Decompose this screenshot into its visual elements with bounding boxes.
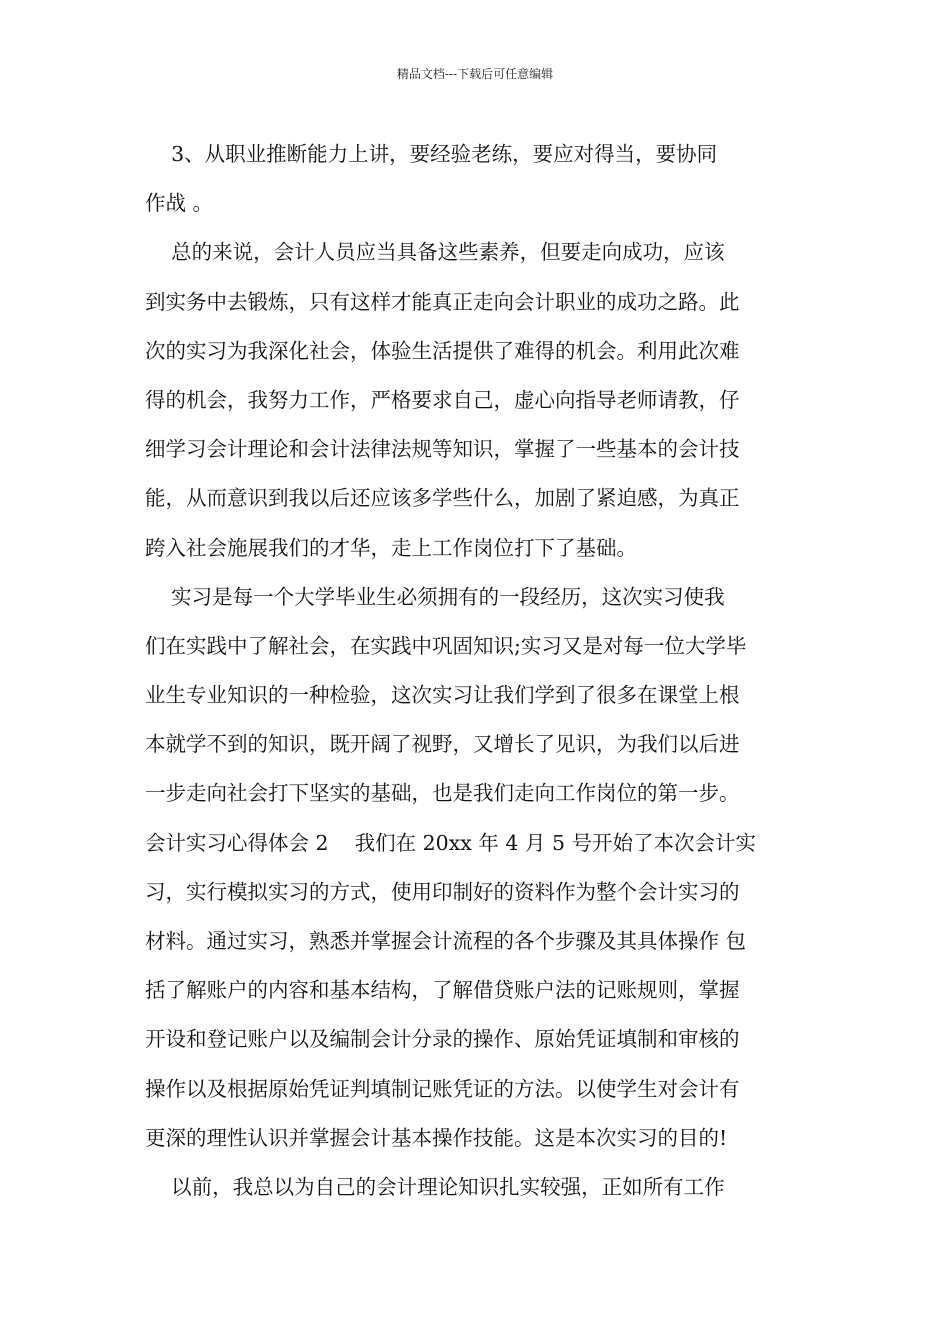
text-line: 次的实习为我深化社会，体验生活提供了难得的机会。利用此次难: [145, 338, 740, 363]
text-line: 到实务中去锻炼，只有这样才能真正走向会计职业的成功之路。此: [145, 289, 740, 314]
text-line: 本就学不到的知识，既开阔了视野，又增长了见识，为我们以后进: [145, 732, 740, 757]
text-line: 总的来说，会计人员应当具备这些素养，但要走向成功，应该: [145, 240, 725, 265]
text-line: 们在实践中了解社会，在实践中巩固知识;实习又是对每一位大学毕: [145, 633, 747, 658]
text-line: 习，实行模拟实习的方式，使用印制好的资料作为整个会计实习的: [145, 879, 740, 904]
text-line: 以前，我总以为自己的会计理论知识扎实较强，正如所有工作: [145, 1174, 725, 1199]
text-line: 得的机会，我努力工作，严格要求自己，虚心向指导老师请教，仔: [145, 387, 740, 412]
document-body: [145, 130, 805, 1212]
text-line: 材料。通过实习，熟悉并掌握会计流程的各个步骤及其具体操作 包: [145, 929, 747, 953]
text-line: 开设和登记账户以及编制会计分录的操作、原始凭证填制和审核的: [145, 1027, 740, 1052]
text-line: 实习是每一个大学毕业生必须拥有的一段经历，这次实习使我: [145, 584, 725, 609]
text-line: 操作以及根据原始凭证判填制记账凭证的方法。以使学生对会计有: [145, 1076, 740, 1101]
page-header: 精品文档---下载后可任意编辑: [396, 67, 554, 81]
text-line: 一步走向社会打下坚实的基础，也是我们走向工作岗位的第一步。: [145, 781, 740, 806]
text-line: 细学习会计理论和会计法律法规等知识，掌握了一些基本的会计技: [145, 437, 740, 462]
text-line: 3、从职业推断能力上讲，要经验老练，要应对得当，要协同: [145, 142, 718, 166]
text-line: 跨入社会施展我们的才华，走上工作岗位打下了基础。: [145, 535, 637, 560]
text-line: 作战 。: [145, 191, 214, 216]
text-line: 更深的理性认识并掌握会计基本操作技能。这是本次实习的目的!: [145, 1125, 728, 1150]
text-line: 业生专业知识的一种检验，这次实习让我们学到了很多在课堂上根: [145, 683, 740, 708]
text-line: 会计实习心得体会 2 我们在 20xx 年 4 月 5 号开始了本次会计实: [145, 830, 757, 855]
text-line: 能，从而意识到我以后还应该多学些什么，加剧了紧迫感，为真正: [145, 486, 740, 511]
text-line: 括了解账户的内容和基本结构，了解借贷账户法的记账规则，掌握: [145, 978, 740, 1003]
